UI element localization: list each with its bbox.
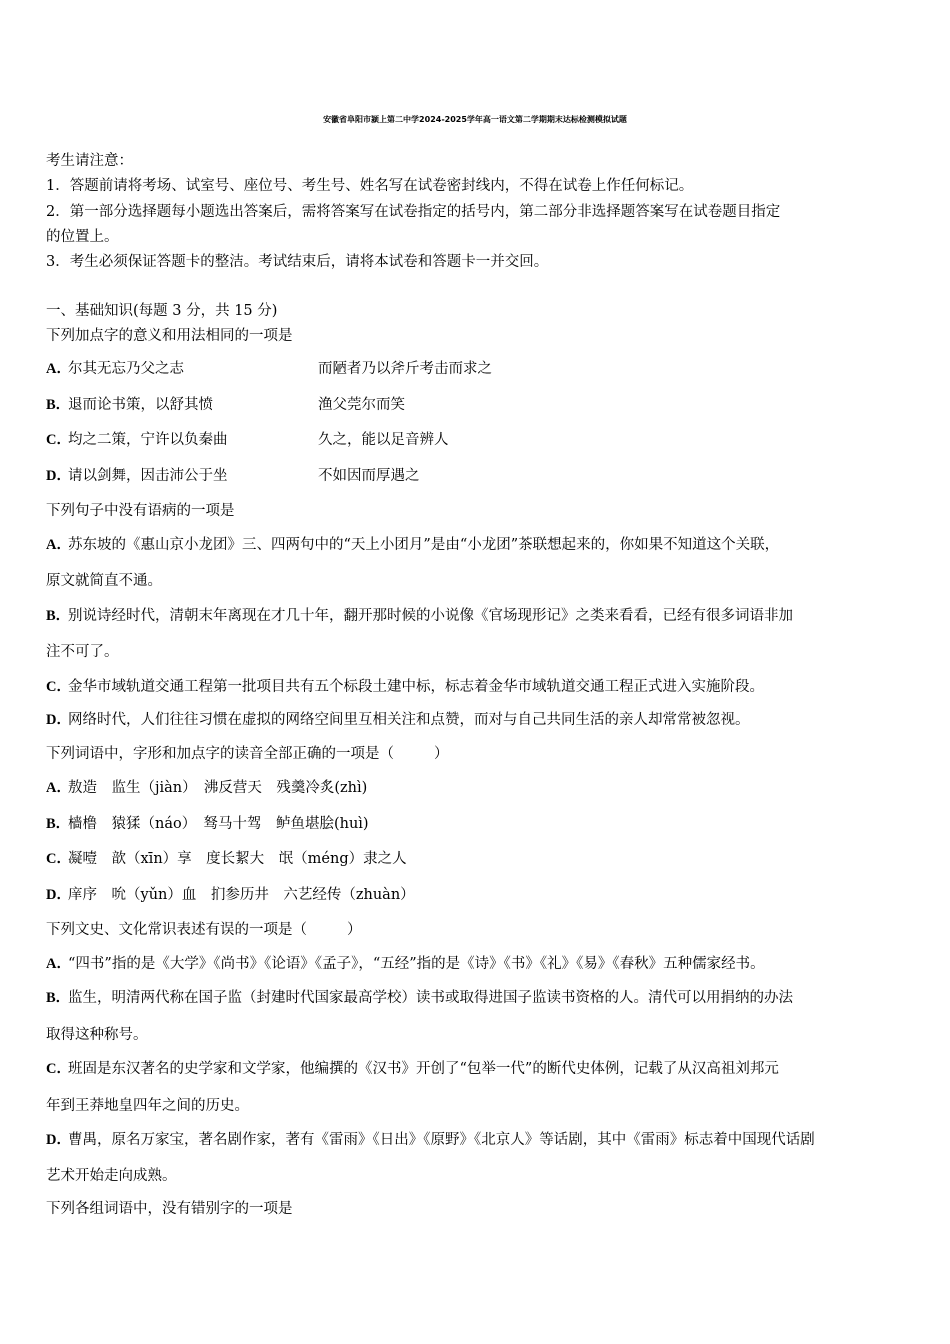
q1-option-c	[46, 430, 449, 450]
q2-option-d	[46, 710, 750, 730]
q5-stem: 下列各组词语中，没有错别字的一项是	[46, 1201, 293, 1217]
q2-option-c	[46, 677, 764, 697]
option-label: D．	[46, 468, 71, 484]
q2-stem: 下列句子中没有语病的一项是	[46, 503, 235, 519]
q4-option-c-cont: 年到王莽地皇四年之间的历史。	[46, 1098, 249, 1114]
option-text: 曹禺，原名万家宝，著名剧作家，著有《雷雨》《日出》《原野》《北京人》等话剧，其中《雷雨》标志着中国现代话剧	[68, 1132, 815, 1148]
option-label: B．	[46, 990, 71, 1006]
q4-option-d-cont: 艺术开始走向成熟。	[46, 1168, 177, 1184]
option-label: B．	[46, 816, 71, 832]
option-text: 凝噎 歆（xīn）享 度长絜大 氓（méng）隶之人	[68, 851, 407, 867]
option-right-text: 不如因而厚遇之	[318, 468, 420, 484]
option-label: B．	[46, 608, 71, 624]
page-title: 安徽省阜阳市颍上第二中学2024-2025学年高一语文第二学期期末达标检测模拟试题	[323, 115, 627, 124]
q1-option-a	[46, 359, 492, 379]
notice-heading: 考生请注意：	[46, 153, 133, 169]
option-label: C．	[46, 679, 71, 695]
option-label: A．	[46, 956, 71, 972]
option-label: C．	[46, 1061, 71, 1077]
q2-option-a	[46, 535, 779, 555]
q3-option-d	[46, 885, 415, 905]
option-text: 班固是东汉著名的史学家和文学家，他编撰的《汉书》开创了“包举一代”的断代史体例，记载了从汉高祖刘邦元	[68, 1061, 779, 1077]
q3-option-c	[46, 849, 407, 869]
option-left-text: 退而论书策，以舒其愤	[68, 397, 213, 413]
option-text: “四书”指的是《大学》《尚书》《论语》《孟子》，“五经”指的是《诗》《书》《礼》《易》《春秋》五种儒家经书。	[68, 956, 765, 972]
option-label: A．	[46, 361, 71, 377]
q3-option-b	[46, 814, 369, 834]
q2-option-a-cont: 原文就简直不通。	[46, 573, 162, 589]
option-label: D．	[46, 1132, 71, 1148]
option-right-text: 渔父莞尔而笑	[318, 397, 405, 413]
option-text: 樯橹 猿猱（náo） 驽马十驾 鲈鱼堪脍(huì)	[68, 816, 369, 832]
q1-stem: 下列加点字的意义和用法相同的一项是	[46, 328, 293, 344]
option-label: B．	[46, 397, 71, 413]
notice-item-1: 1．答题前请将考场、试室号、座位号、考生号、姓名写在试卷密封线内，不得在试卷上作任何标记。	[46, 178, 694, 194]
q2-option-b	[46, 606, 793, 626]
q3-stem	[46, 744, 449, 764]
q3-option-a	[46, 778, 367, 798]
q1-option-b	[46, 395, 405, 415]
option-right-text: 久之，能以足音辨人	[318, 432, 449, 448]
q2-option-b-cont: 注不可了。	[46, 644, 119, 660]
q4-option-d	[46, 1130, 815, 1150]
q4-option-b	[46, 988, 793, 1008]
q1-option-d	[46, 466, 420, 486]
option-label: C．	[46, 851, 71, 867]
option-text: 别说诗经时代，清朝末年离现在才几十年，翻开那时候的小说像《官场现形记》之类来看看，已经有很多词语非加	[68, 608, 793, 624]
notice-item-2: 2．第一部分选择题每小题选出答案后，需将答案写在试卷指定的括号内，第二部分非选择题答案写在试卷题目指定	[46, 204, 781, 220]
option-text: 监生，明清两代称在国子监（封建时代国家最高学校）读书或取得进国子监读书资格的人。清代可以用捐纳的办法	[68, 990, 793, 1006]
option-label: A．	[46, 780, 71, 796]
option-text: 苏东坡的《惠山京小龙团》三、四两句中的“天上小团月”是由“小龙团”茶联想起来的，你如果不知道这个关联，	[68, 537, 780, 553]
stem-text: 下列词语中，字形和加点字的读音全部正确的一项是（	[46, 746, 394, 762]
option-label: D．	[46, 887, 71, 903]
stem-end: ）	[347, 922, 362, 938]
option-label: D．	[46, 712, 71, 728]
q4-stem	[46, 920, 362, 940]
option-text: 敖造 监生（jiàn） 沸反营天 残羹冷炙(zhì)	[68, 780, 368, 796]
option-left-text: 尔其无忘乃父之志	[68, 361, 184, 377]
q4-option-c	[46, 1059, 779, 1079]
option-text: 金华市域轨道交通工程第一批项目共有五个标段土建中标，标志着金华市域轨道交通工程正式进入实施阶段。	[68, 679, 764, 695]
option-left-text: 均之二策，宁许以负秦曲	[68, 432, 228, 448]
option-left-text: 请以剑舞，因击沛公于坐	[68, 468, 228, 484]
option-text: 网络时代，人们往往习惯在虚拟的网络空间里互相关注和点赞，而对与自己共同生活的亲人却常常被忽视。	[68, 712, 750, 728]
notice-item-3: 3．考生必须保证答题卡的整洁。考试结束后，请将本试卷和答题卡一并交回。	[46, 254, 549, 270]
notice-item-2-cont: 的位置上。	[46, 229, 119, 245]
option-label: C．	[46, 432, 71, 448]
q4-option-a	[46, 954, 765, 974]
option-right-text: 而陋者乃以斧斤考击而求之	[318, 361, 492, 377]
stem-text: 下列文史、文化常识表述有误的一项是（	[46, 922, 307, 938]
stem-end: ）	[434, 746, 449, 762]
q4-option-b-cont: 取得这种称号。	[46, 1027, 148, 1043]
option-text: 庠序 吮（yǔn）血 扪参历井 六艺经传（zhuàn）	[68, 887, 415, 903]
option-label: A．	[46, 537, 71, 553]
section-heading: 一、基础知识(每题 3 分，共 15 分)	[46, 303, 278, 319]
